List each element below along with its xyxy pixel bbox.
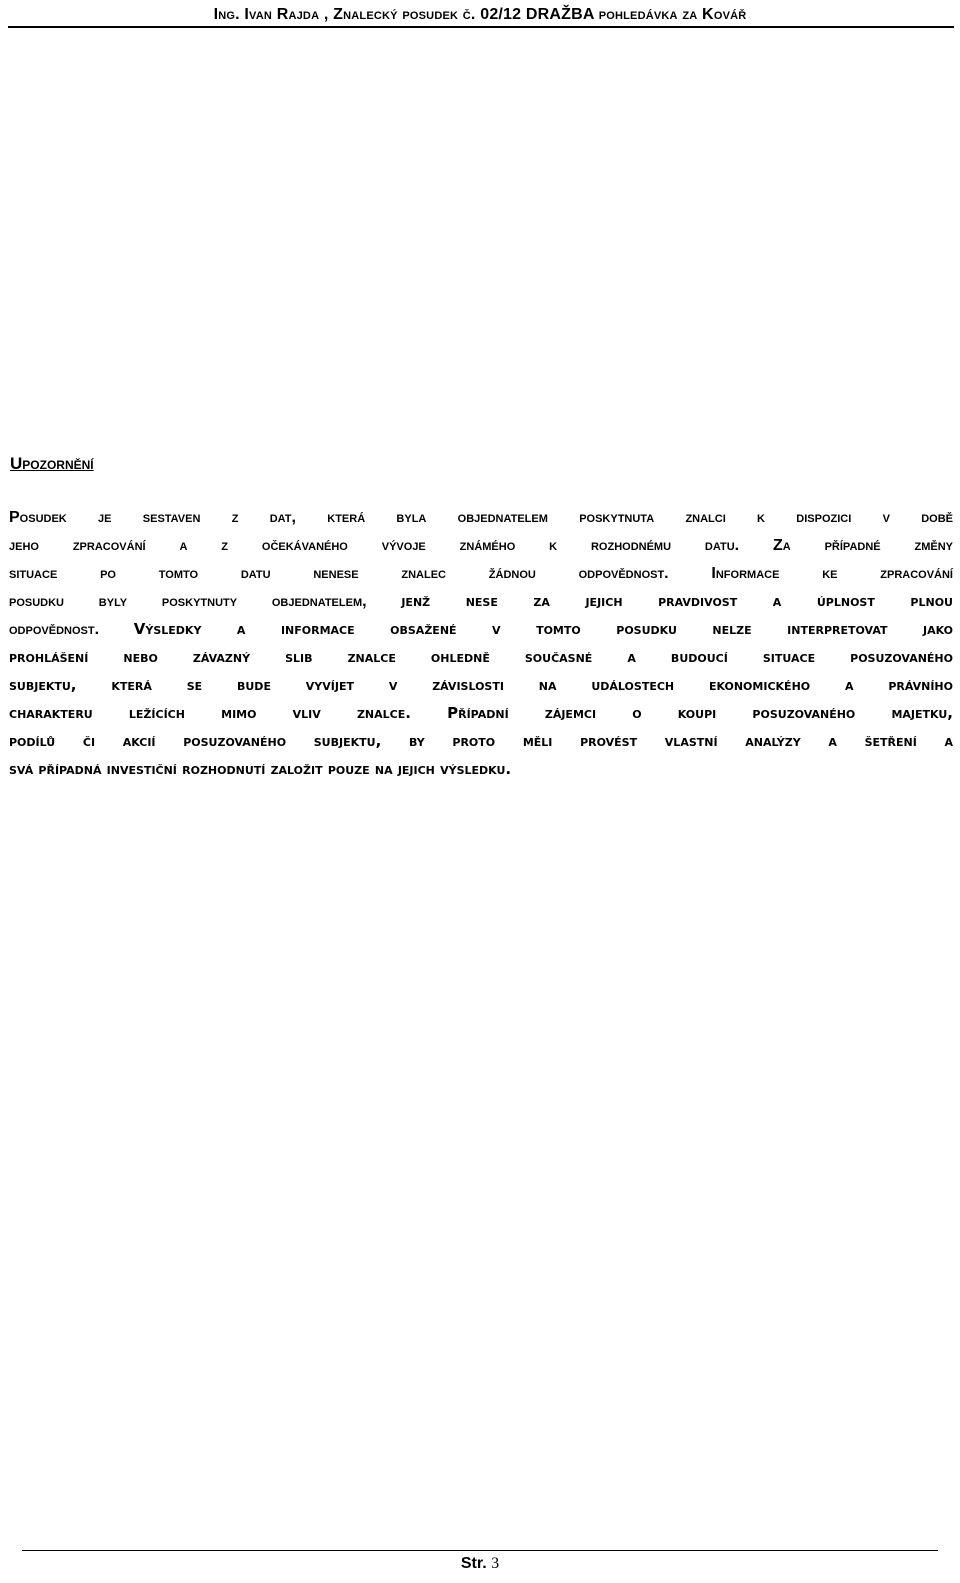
paragraph-line: situace po tomto datu nenese znalec žádnou odpovědnost. Informace ke zpracování: [9, 565, 953, 582]
paragraph-line: podílů či akcií posuzovaného subjektu, by proto měli provést vlastní analýzy a šetření a: [9, 732, 953, 750]
paragraph-line: odpovědnost. Výsledky a informace obsažené v tomto posudku nelze interpretovat jako: [9, 620, 953, 638]
page-number: 3: [491, 1555, 500, 1572]
paragraph-line: posudku byly poskytnuty objednatelem, jenž nese za jejich pravdivost a úplnost plnou: [9, 592, 953, 610]
notice-heading: Upozornění: [10, 454, 94, 473]
paragraph-line: subjektu, která se bude vyvíjet v závislosti na událostech ekonomického a právního: [9, 676, 953, 694]
notice-paragraph: [9, 503, 953, 783]
page-label: Str.: [460, 1555, 487, 1572]
page-footer: [0, 1553, 960, 1575]
header-divider: [8, 26, 954, 28]
paragraph-line: Posudek je sestaven z dat, která byla objednatelem poskytnuta znalci k dispozici v době: [9, 509, 953, 526]
paragraph-line: svá případná investiční rozhodnutí založit pouze na jejich výsledku.: [9, 760, 512, 778]
footer-divider: [22, 1550, 938, 1551]
document-header: Ing. Ivan Rajda , Znalecký posudek č. 02/12 DRAŽBA pohledávka za Kovář: [213, 6, 747, 23]
paragraph-line: charakteru ležících mimo vliv znalce. Případní zájemci o koupi posuzovaného majetku,: [9, 704, 953, 722]
paragraph-line: jeho zpracování a z očekávaného vývoje známého k rozhodnému datu. Za případné změny: [9, 537, 953, 554]
paragraph-line: prohlášení nebo závazný slib znalce ohledně současné a budoucí situace posuzovaného: [9, 648, 953, 666]
